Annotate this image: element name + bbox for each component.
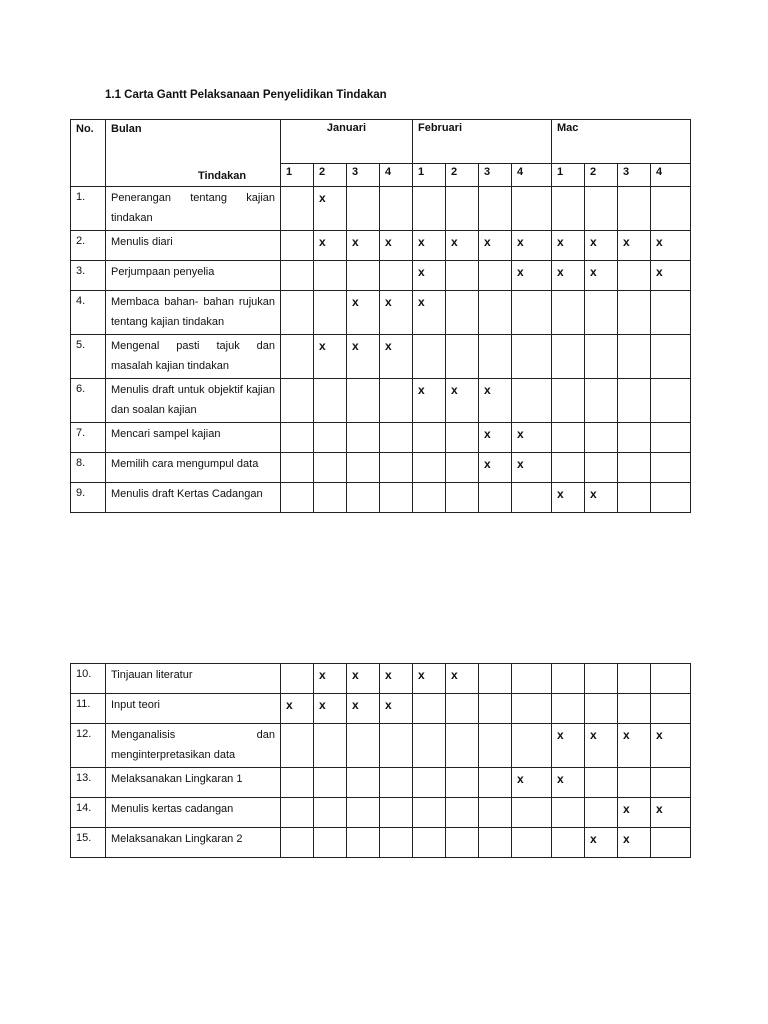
schedule-empty-cell [585,379,618,423]
schedule-empty-cell [446,335,479,379]
schedule-mark-cell: x [446,379,479,423]
schedule-empty-cell [512,379,552,423]
schedule-empty-cell [413,798,446,828]
schedule-empty-cell [552,453,585,483]
schedule-mark-cell: x [512,768,552,798]
schedule-empty-cell [585,664,618,694]
activity-cell [106,483,281,513]
schedule-empty-cell [380,483,413,513]
schedule-empty-cell [413,335,446,379]
table-row [71,664,691,694]
schedule-empty-cell [446,423,479,453]
schedule-empty-cell [651,335,691,379]
schedule-empty-cell [446,453,479,483]
schedule-mark-cell: x [651,724,691,768]
schedule-mark-cell: x [347,664,380,694]
schedule-empty-cell [281,483,314,513]
schedule-empty-cell [281,724,314,768]
header-row-months [71,120,691,164]
schedule-empty-cell [281,261,314,291]
schedule-empty-cell [347,261,380,291]
schedule-empty-cell [512,335,552,379]
activity-cell [106,335,281,379]
schedule-empty-cell [479,291,512,335]
schedule-mark-cell: x [380,291,413,335]
schedule-mark-cell: x [552,768,585,798]
table-row [71,798,691,828]
activity-cell [106,261,281,291]
schedule-empty-cell [651,828,691,858]
schedule-empty-cell [446,798,479,828]
schedule-empty-cell [585,335,618,379]
schedule-empty-cell [413,724,446,768]
schedule-empty-cell [552,828,585,858]
row-number: 14. [71,798,106,828]
schedule-empty-cell [314,768,347,798]
activity-cell [106,798,281,828]
schedule-empty-cell [347,423,380,453]
schedule-mark-cell: x [314,664,347,694]
activity-label: Mencari sampel kajian [111,428,221,440]
schedule-empty-cell [618,694,651,724]
activity-cell [106,423,281,453]
week-header-cell: 3 [347,164,380,187]
week-header-cell: 2 [446,164,479,187]
schedule-empty-cell [479,768,512,798]
schedule-empty-cell [314,828,347,858]
row-number: 7. [71,423,106,453]
month-februari: Februari [413,120,552,164]
schedule-mark-cell: x [618,828,651,858]
table-row [71,187,691,231]
schedule-empty-cell [314,261,347,291]
schedule-empty-cell [618,187,651,231]
schedule-mark-cell: x [380,335,413,379]
schedule-mark-cell: x [347,694,380,724]
schedule-empty-cell [479,798,512,828]
schedule-empty-cell [347,798,380,828]
row-number: 15. [71,828,106,858]
schedule-empty-cell [281,231,314,261]
activity-cell [106,768,281,798]
header-no: No. [71,120,106,187]
schedule-empty-cell [618,379,651,423]
row-number: 13. [71,768,106,798]
activity-cell [106,231,281,261]
row-number: 12. [71,724,106,768]
row-number: 5. [71,335,106,379]
schedule-empty-cell [512,828,552,858]
activity-label: Tinjauan literatur [111,669,193,681]
schedule-empty-cell [413,768,446,798]
schedule-empty-cell [281,453,314,483]
schedule-empty-cell [314,483,347,513]
schedule-empty-cell [585,694,618,724]
row-number: 8. [71,453,106,483]
schedule-mark-cell: x [651,798,691,828]
schedule-mark-cell: x [585,724,618,768]
schedule-mark-cell: x [552,231,585,261]
schedule-empty-cell [413,187,446,231]
schedule-empty-cell [618,291,651,335]
row-number: 3. [71,261,106,291]
schedule-empty-cell [446,291,479,335]
schedule-empty-cell [281,768,314,798]
row-number: 2. [71,231,106,261]
schedule-empty-cell [380,187,413,231]
schedule-mark-cell: x [512,261,552,291]
gantt-table-part-2 [70,663,691,858]
week-header-cell: 3 [479,164,512,187]
activity-label: Menganalisis dan menginterpretasikan data [111,729,275,761]
activity-cell [106,453,281,483]
schedule-empty-cell [651,664,691,694]
schedule-mark-cell: x [651,231,691,261]
row-number: 11. [71,694,106,724]
schedule-empty-cell [314,423,347,453]
schedule-mark-cell: x [552,724,585,768]
schedule-mark-cell: x [552,261,585,291]
schedule-empty-cell [479,261,512,291]
activity-cell [106,291,281,335]
activity-cell [106,187,281,231]
schedule-empty-cell [380,798,413,828]
activity-cell [106,664,281,694]
activity-label: Menulis draft Kertas Cadangan [111,488,263,500]
schedule-empty-cell [380,453,413,483]
schedule-empty-cell [552,798,585,828]
table-row [71,335,691,379]
header-bulan-tindakan [106,120,281,187]
activity-label: Menulis draft untuk objektif kajian dan soalan kajian [111,384,275,416]
schedule-empty-cell [479,335,512,379]
gantt-table-part-1 [70,119,691,513]
schedule-mark-cell: x [585,483,618,513]
schedule-mark-cell: x [479,231,512,261]
schedule-empty-cell [512,187,552,231]
schedule-mark-cell: x [479,379,512,423]
schedule-empty-cell [651,379,691,423]
week-header-cell: 2 [314,164,347,187]
activity-label: Mengenal pasti tajuk dan masalah kajian tindakan [111,340,275,372]
schedule-mark-cell: x [512,423,552,453]
week-header-cell: 1 [552,164,585,187]
schedule-mark-cell: x [512,453,552,483]
schedule-empty-cell [347,379,380,423]
schedule-mark-cell: x [281,694,314,724]
row-number: 10. [71,664,106,694]
schedule-empty-cell [512,483,552,513]
schedule-empty-cell [347,187,380,231]
table-row [71,231,691,261]
activity-cell [106,379,281,423]
schedule-empty-cell [585,768,618,798]
header-bulan-label: Bulan [111,123,142,135]
schedule-empty-cell [651,768,691,798]
schedule-empty-cell [552,423,585,453]
schedule-empty-cell [446,768,479,798]
schedule-mark-cell: x [413,379,446,423]
activity-label: Menulis diari [111,236,173,248]
schedule-empty-cell [281,335,314,379]
schedule-empty-cell [651,483,691,513]
schedule-empty-cell [281,664,314,694]
schedule-empty-cell [380,724,413,768]
schedule-empty-cell [651,694,691,724]
week-header-cell: 4 [512,164,552,187]
schedule-empty-cell [413,694,446,724]
schedule-empty-cell [479,187,512,231]
schedule-mark-cell: x [314,335,347,379]
schedule-empty-cell [552,694,585,724]
schedule-mark-cell: x [618,231,651,261]
schedule-empty-cell [380,423,413,453]
activity-label: Penerangan tentang kajian tindakan [111,192,275,224]
schedule-empty-cell [347,828,380,858]
schedule-mark-cell: x [585,261,618,291]
schedule-empty-cell [618,453,651,483]
schedule-empty-cell [347,768,380,798]
month-mac: Mac [552,120,691,164]
activity-label: Melaksanakan Lingkaran 2 [111,833,243,845]
schedule-empty-cell [512,664,552,694]
schedule-mark-cell: x [512,231,552,261]
schedule-empty-cell [552,291,585,335]
week-header-cell: 1 [413,164,446,187]
table-row [71,483,691,513]
page-title: 1.1 Carta Gantt Pelaksanaan Penyelidikan Tindakan [105,89,387,101]
schedule-empty-cell [347,453,380,483]
activity-label: Perjumpaan penyelia [111,266,215,278]
schedule-empty-cell [618,423,651,453]
schedule-empty-cell [618,664,651,694]
schedule-empty-cell [552,187,585,231]
schedule-empty-cell [413,453,446,483]
schedule-empty-cell [618,261,651,291]
schedule-empty-cell [281,798,314,828]
schedule-empty-cell [281,291,314,335]
schedule-mark-cell: x [380,231,413,261]
schedule-empty-cell [552,335,585,379]
schedule-empty-cell [618,768,651,798]
schedule-mark-cell: x [585,828,618,858]
activity-label: Melaksanakan Lingkaran 1 [111,773,243,785]
schedule-empty-cell [446,187,479,231]
schedule-mark-cell: x [380,664,413,694]
schedule-empty-cell [281,379,314,423]
row-number: 6. [71,379,106,423]
schedule-empty-cell [446,694,479,724]
schedule-empty-cell [479,664,512,694]
schedule-empty-cell [618,483,651,513]
schedule-mark-cell: x [618,724,651,768]
schedule-mark-cell: x [347,231,380,261]
schedule-empty-cell [446,261,479,291]
schedule-mark-cell: x [380,694,413,724]
schedule-empty-cell [446,724,479,768]
table-row [71,291,691,335]
schedule-empty-cell [585,798,618,828]
schedule-empty-cell [585,291,618,335]
table-row [71,768,691,798]
schedule-empty-cell [585,187,618,231]
schedule-empty-cell [314,798,347,828]
row-number: 4. [71,291,106,335]
schedule-mark-cell: x [413,291,446,335]
schedule-empty-cell [281,423,314,453]
table-row [71,828,691,858]
activity-cell [106,724,281,768]
table-row [71,379,691,423]
schedule-mark-cell: x [314,231,347,261]
week-header-cell: 3 [618,164,651,187]
schedule-empty-cell [585,423,618,453]
schedule-empty-cell [552,379,585,423]
schedule-empty-cell [512,291,552,335]
activity-label: Menulis kertas cadangan [111,803,234,815]
schedule-empty-cell [413,423,446,453]
schedule-empty-cell [314,291,347,335]
schedule-empty-cell [479,724,512,768]
schedule-mark-cell: x [314,694,347,724]
schedule-mark-cell: x [347,291,380,335]
schedule-empty-cell [281,828,314,858]
schedule-empty-cell [651,423,691,453]
schedule-empty-cell [479,483,512,513]
schedule-empty-cell [446,828,479,858]
schedule-empty-cell [512,798,552,828]
activity-label: Input teori [111,699,160,711]
table-row [71,724,691,768]
table-row [71,453,691,483]
schedule-mark-cell: x [552,483,585,513]
schedule-empty-cell [552,664,585,694]
schedule-mark-cell: x [585,231,618,261]
schedule-empty-cell [314,379,347,423]
activity-label: Membaca bahan- bahan rujukan tentang kajian tindakan [111,296,275,328]
week-header-cell: 4 [380,164,413,187]
row-number: 9. [71,483,106,513]
month-januari: Januari [281,120,413,164]
schedule-empty-cell [651,187,691,231]
schedule-mark-cell: x [446,664,479,694]
week-header-cell: 2 [585,164,618,187]
schedule-mark-cell: x [413,664,446,694]
schedule-empty-cell [618,335,651,379]
schedule-empty-cell [651,453,691,483]
header-tindakan-label: Tindakan [198,170,247,182]
schedule-empty-cell [413,483,446,513]
activity-label: Memilih cara mengumpul data [111,458,259,470]
schedule-empty-cell [479,828,512,858]
schedule-empty-cell [281,187,314,231]
schedule-mark-cell: x [479,423,512,453]
activity-cell [106,828,281,858]
schedule-empty-cell [512,724,552,768]
schedule-mark-cell: x [651,261,691,291]
table-row [71,694,691,724]
schedule-mark-cell: x [446,231,479,261]
week-header-cell: 1 [281,164,314,187]
activity-cell [106,694,281,724]
schedule-empty-cell [314,724,347,768]
row-number: 1. [71,187,106,231]
schedule-empty-cell [585,453,618,483]
schedule-empty-cell [446,483,479,513]
schedule-empty-cell [380,828,413,858]
schedule-mark-cell: x [314,187,347,231]
schedule-empty-cell [380,261,413,291]
schedule-mark-cell: x [413,261,446,291]
schedule-mark-cell: x [618,798,651,828]
schedule-mark-cell: x [479,453,512,483]
schedule-mark-cell: x [413,231,446,261]
schedule-empty-cell [347,483,380,513]
schedule-empty-cell [347,724,380,768]
table-row [71,423,691,453]
schedule-empty-cell [651,291,691,335]
table-row [71,261,691,291]
schedule-empty-cell [413,828,446,858]
schedule-mark-cell: x [347,335,380,379]
schedule-empty-cell [479,694,512,724]
schedule-empty-cell [380,379,413,423]
schedule-empty-cell [512,694,552,724]
schedule-empty-cell [380,768,413,798]
week-header-cell: 4 [651,164,691,187]
schedule-empty-cell [314,453,347,483]
